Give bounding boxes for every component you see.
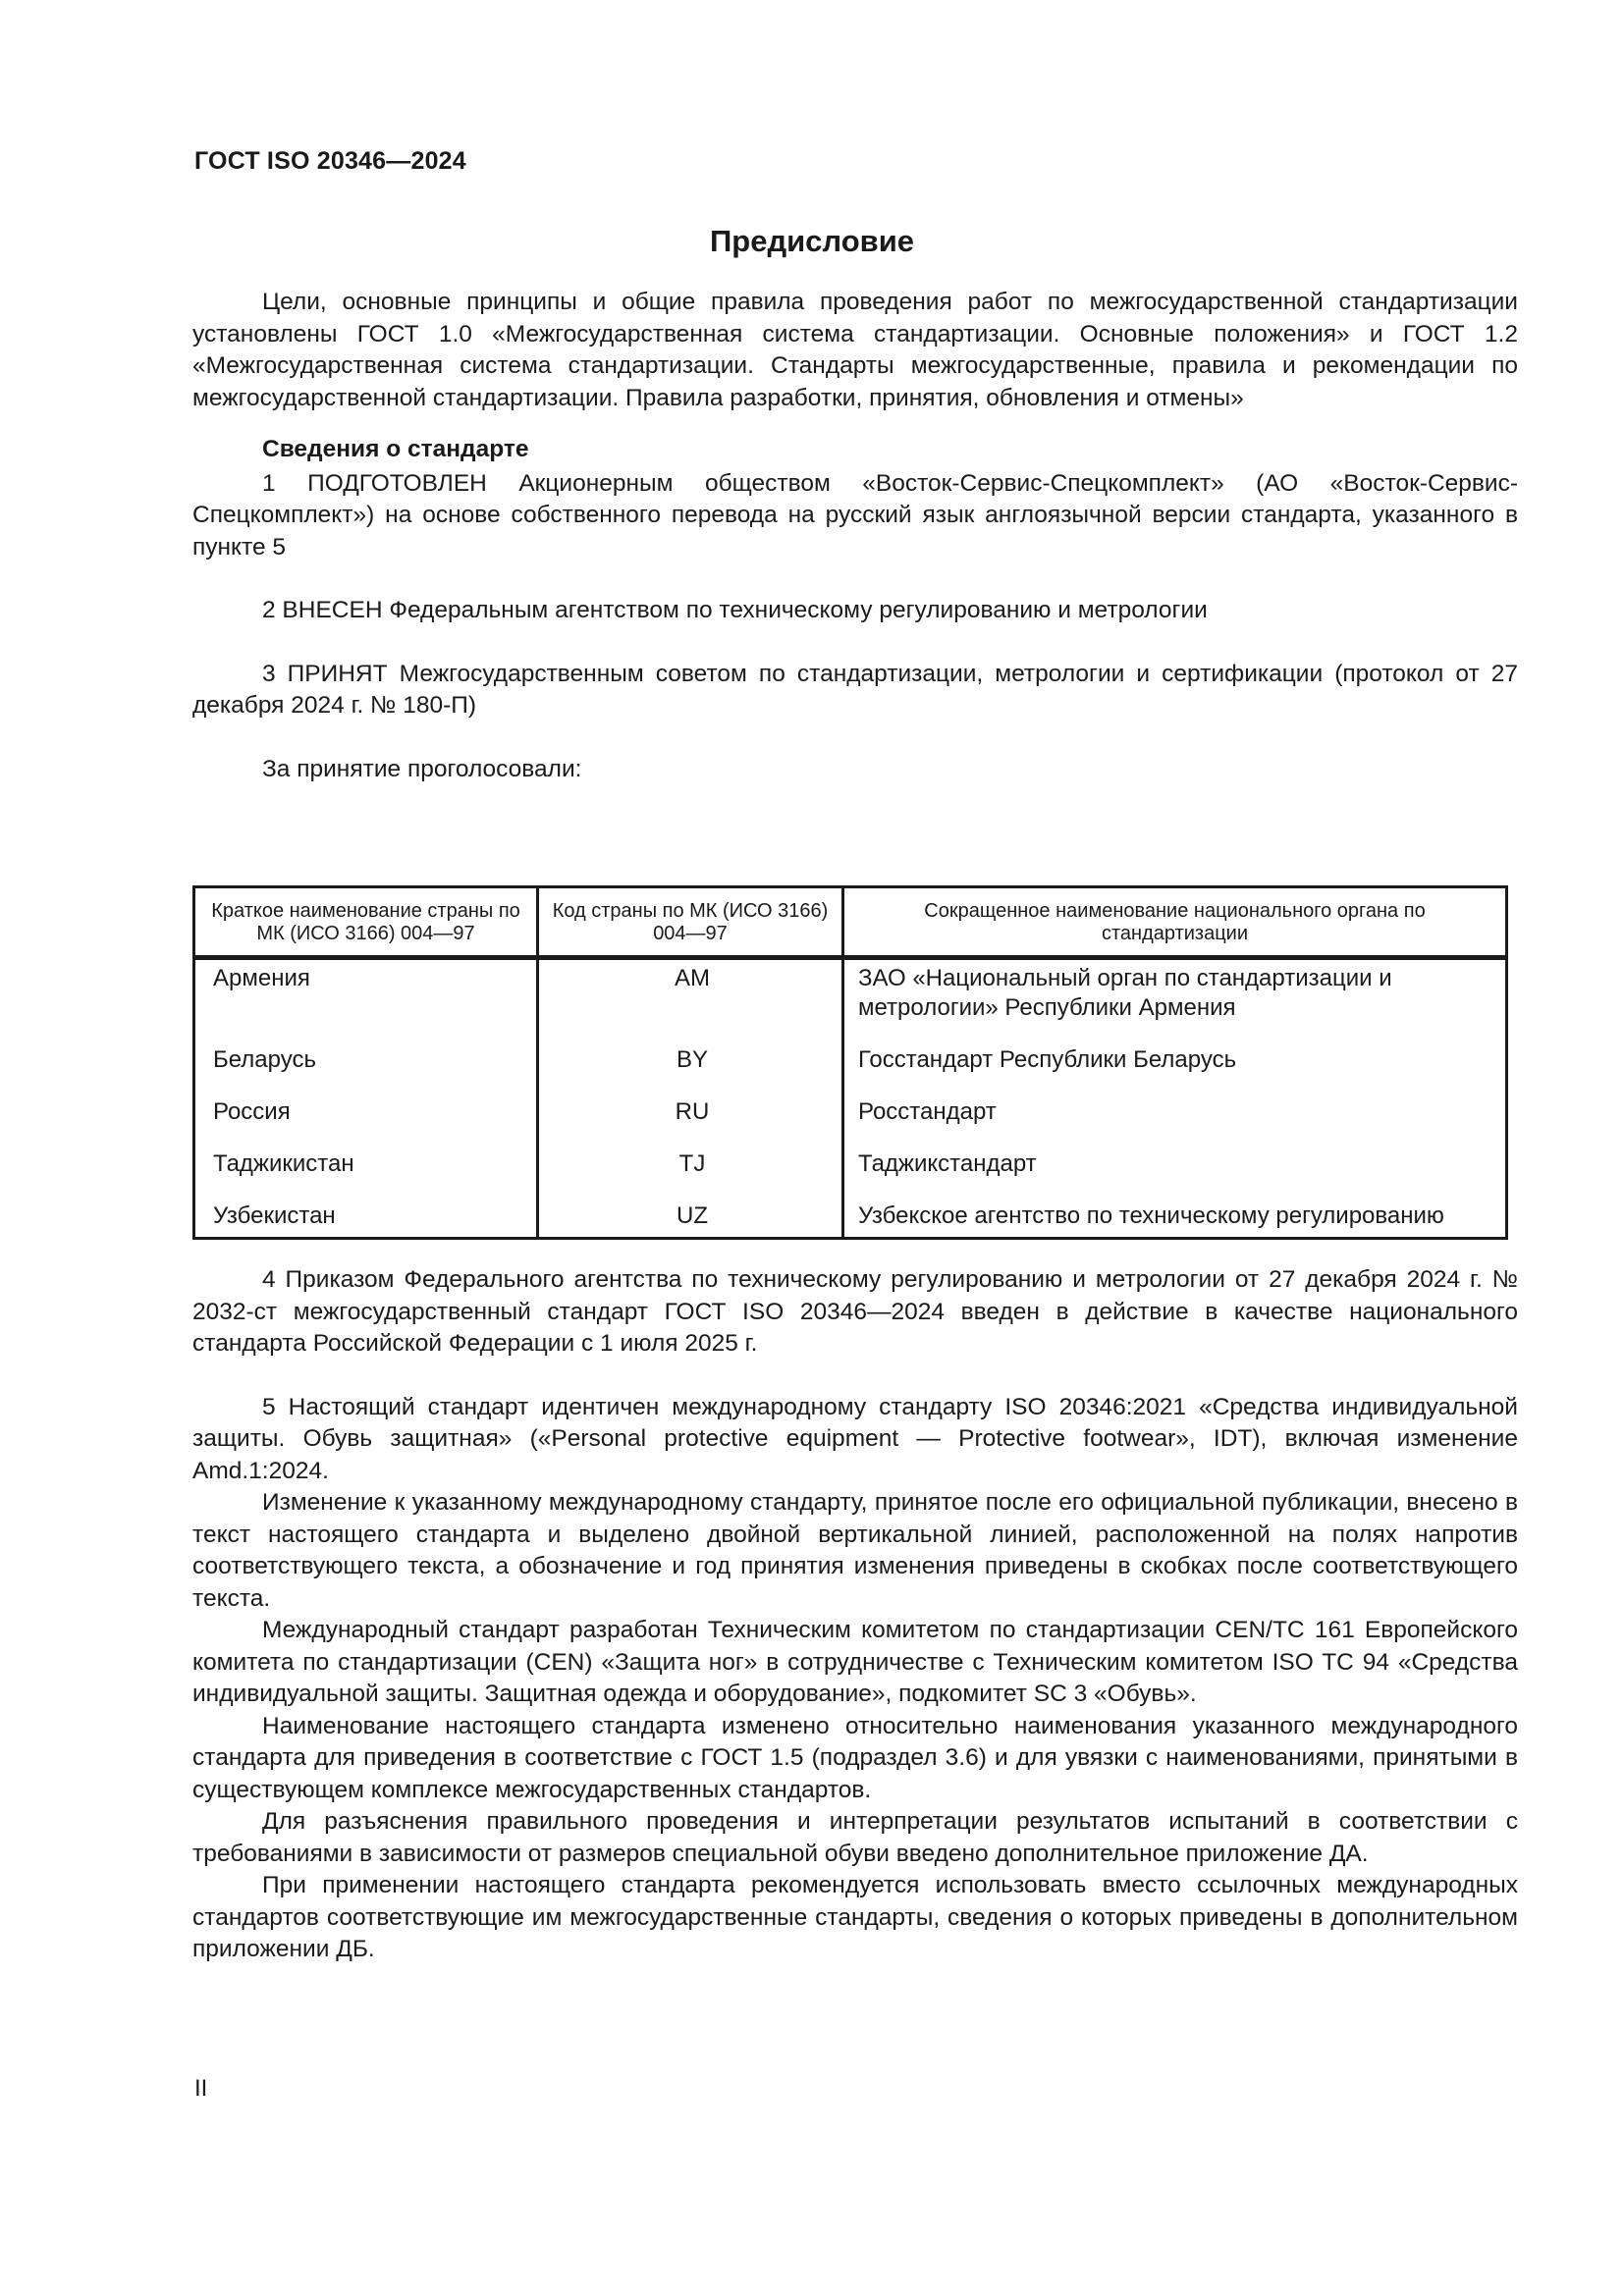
voting-countries-table: [192, 885, 1508, 1240]
item-5-annex-da-note: Для разъяснения правильного проведения и интерпретации результатов испытаний в соответствии с требованиями в зависимости от размеров специальной обуви введено дополнительное приложение ДА.: [192, 1808, 1518, 1867]
cell-country: Таджикистан: [194, 1146, 538, 1198]
item-5-annex-db-note: При применении настоящего стандарта рекомендуется использовать вместо ссылочных международных стандартов соответствующие им межгосударственные стандарты, сведения о которых приведены в дополнительном приложении ДБ.: [192, 1872, 1518, 1962]
cell-standards-body: Таджикстандарт: [843, 1146, 1507, 1198]
item-5-name-change-note: Наименование настоящего стандарта изменено относительно наименования указанного международного стандарта для приведения в соответствие с ГОСТ 1.5 (подраздел 3.6) и для увязки с наименованиями, принятыми в существующем комплексе межгосударственных стандартов.: [192, 1712, 1518, 1803]
intro-paragraph: Цели, основные принципы и общие правила проведения работ по межгосударственной стандартизации установлены ГОСТ 1.0 «Межгосударственная система стандартизации. Основные положения» и ГОСТ 1.2 «Межгосударственная система стандартизации. Стандарты межгосударственные, правила и рекомендации по межгосударственной стандартизации. Правила разработки, принятия, обновления и отмены»: [192, 289, 1518, 411]
item-3-adopted: 3 ПРИНЯТ Межгосударственным советом по стандартизации, метрологии и сертификации (протокол от 27 декабря 2024 г. № 180-П): [192, 660, 1518, 719]
item-5-amendment-note: Изменение к указанному международному стандарту, принятое после его официальной публикации, внесено в текст настоящего стандарта и выделено двойной вертикальной линией, расположенной на полях напротив соответствующего текста, а обозначение и год принятия изменения приведены в скобках после соответствующего текста.: [192, 1489, 1518, 1612]
item-2-submitted: 2 ВНЕСЕН Федеральным агентством по техническому регулированию и метрологии: [262, 597, 1208, 623]
cell-standards-body: ЗАО «Национальный орган по стандартизации и метрологии» Республики Армения: [843, 959, 1507, 1042]
table-row: [194, 1198, 1507, 1239]
cell-code: UZ: [538, 1198, 843, 1239]
table-row: [194, 1094, 1507, 1146]
details-section: [192, 1264, 1518, 1966]
section-heading-standard-info: Сведения о стандарте: [262, 436, 529, 462]
cell-code: RU: [538, 1094, 843, 1146]
intro-section: [192, 287, 1518, 785]
table-row: [194, 959, 1507, 1042]
item-4-enacted: 4 Приказом Федерального агентства по техническому регулированию и метрологии от 27 декабря 2024 г. № 2032-ст межгосударственный стандарт ГОСТ ISO 20346—2024 введен в действие в качестве национального стандарта Российской Федерации с 1 июля 2025 г.: [192, 1266, 1518, 1357]
table-row: [194, 1041, 1507, 1094]
cell-code: AM: [538, 959, 843, 1042]
voted-label: За принятие проголосовали:: [262, 755, 582, 782]
table-row: [194, 1146, 1507, 1198]
page-number: II: [194, 2075, 208, 2102]
item-5-identical: 5 Настоящий стандарт идентичен международному стандарту ISO 20346:2021 «Средства индивидуальной защиты. Обувь защитная» («Personal protective equipment — Protective footwear», IDT), включая изменение Amd.1:2024.: [192, 1393, 1518, 1484]
cell-country: Беларусь: [194, 1041, 538, 1094]
cell-standards-body: Росстандарт: [843, 1094, 1507, 1146]
header-country-code: Код страны по МК (ИСО 3166) 004—97: [538, 887, 843, 957]
cell-code: BY: [538, 1041, 843, 1094]
item-1-prepared: 1 ПОДГОТОВЛЕН Акционерным обществом «Восток-Сервис-Спецкомплект» (АО «Восток-Сервис-Спецкомплект») на основе собственного перевода на русский язык англоязычной версии стандарта, указанного в пункте 5: [192, 469, 1518, 561]
cell-country: Узбекистан: [194, 1198, 538, 1239]
cell-standards-body: Госстандарт Республики Беларусь: [843, 1041, 1507, 1094]
cell-country: Россия: [194, 1094, 538, 1146]
cell-code: TJ: [538, 1146, 843, 1198]
cell-country: Армения: [194, 959, 538, 1042]
table-header-row: [194, 887, 1507, 957]
document-code-header: ГОСТ ISO 20346—2024: [194, 147, 466, 175]
cell-standards-body: Узбекское агентство по техническому регулированию: [843, 1198, 1507, 1239]
header-country-name: Краткое наименование страны по МК (ИСО 3166) 004—97: [194, 887, 538, 957]
header-standards-body: Сокращенное наименование национального органа по стандартизации: [843, 887, 1507, 957]
page-title: Предисловие: [709, 224, 914, 258]
item-5-developer-note: Международный стандарт разработан Техническим комитетом по стандартизации CEN/TC 161 Европейского комитета по стандартизации (CEN) «Защита ног» в сотрудничестве с Техническим комитетом ISO TC 94 «Средства индивидуальной защиты. Защитная одежда и оборудование», подкомитет SC 3 «Обувь».: [192, 1617, 1518, 1707]
